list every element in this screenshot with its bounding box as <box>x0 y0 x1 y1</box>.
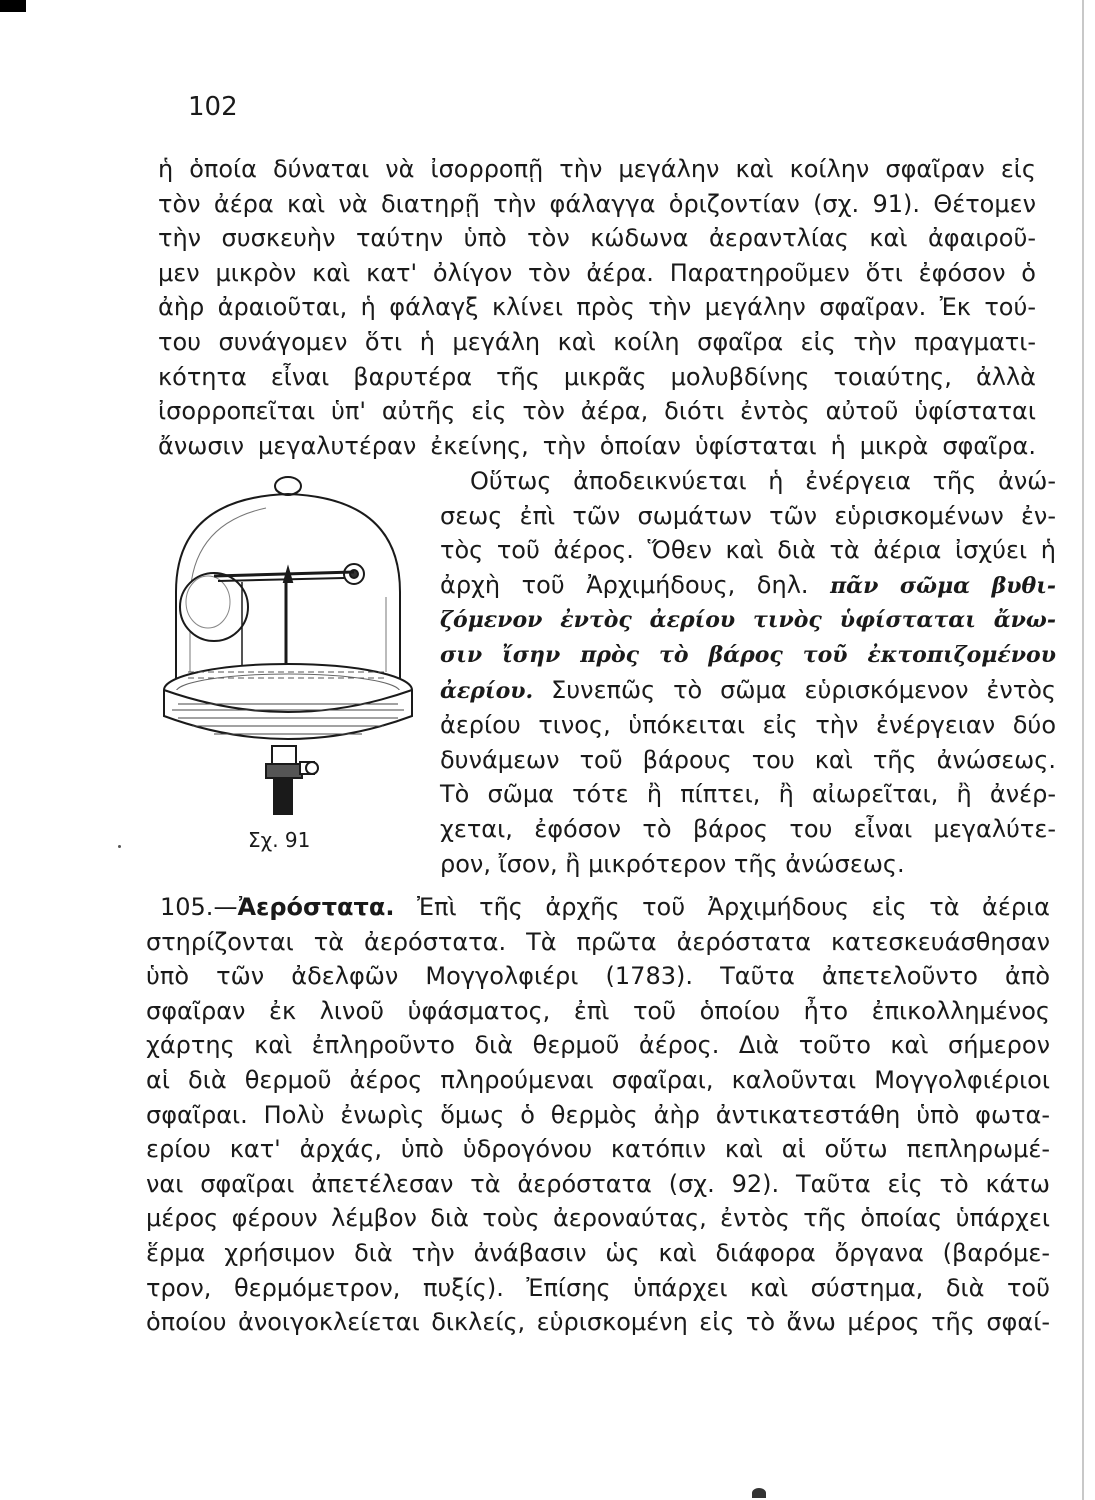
text-line: ἕρμα χρήσιμον διὰ τὴν ἀνάβασιν ὡς καὶ διάφορα ὄργανα (βαρόμε- <box>146 1238 1050 1267</box>
section-heading-line <box>146 890 1050 925</box>
paragraph-2 <box>440 464 1056 881</box>
text-line: Οὕτως ἀποδεικνύεται ἡ ἐνέργεια τῆς ἀνώ- <box>470 467 1056 495</box>
text-line: ὁποίου ἀνοιγοκλείεται δικλείς, εὑρισκομένη εἰς τὸ ἄνω μέρος τῆς σφαί- <box>146 1308 1050 1337</box>
text-line: χάρτης καὶ ἐπληροῦντο διὰ θερμοῦ ἀέρος. Διὰ τοῦτο καὶ σήμερον <box>146 1031 1050 1060</box>
text-line: αἱ διὰ θερμοῦ ἀέρος πληρούμεναι σφαῖραι, καλοῦνται Μογγολφιέριοι <box>146 1065 1050 1094</box>
text-line: σφαῖραι. Πολὺ ἐνωρὶς ὅμως ὁ θερμὸς ἀὴρ ἀντικατεστάθη ὑπὸ φωτα- <box>146 1100 1050 1129</box>
text-fragment: Συνεπῶς τὸ σῶμα εὑρισκόμενον ἐντὸς <box>551 675 1056 704</box>
text-line: σφαῖραν ἐκ λινοῦ ὑφάσματος, ἐπὶ τοῦ ὁποίου ἦτο ἐπικολλημένος <box>146 996 1050 1025</box>
text-line: Τὸ σῶμα τότε ἢ πίπτει, ἢ αἰωρεῖται, ἢ ἀνέρ- <box>440 780 1056 809</box>
text-line: ἰσορροπεῖται ὑπ' αὐτῆς εἰς τὸν ἀέρα, διότι ἐντὸς αὐτοῦ ὑφίσταται <box>158 397 1036 426</box>
text-line: ἀερίου τινος, ὑπόκειται εἰς τὴν ἐνέργειαν δύο <box>440 711 1056 740</box>
page-edge-line <box>1082 0 1084 1500</box>
scan-bottom-mark <box>752 1488 766 1498</box>
text-line: τὴν συσκευὴν ταύτην ὑπὸ τὸν κώδωνα ἀεραντλίας καὶ ἀφαιροῦ- <box>158 224 1036 253</box>
section-105 <box>146 890 1050 1340</box>
text-line: του συνάγομεν ὅτι ἡ μεγάλη καὶ κοίλη σφαῖρα εἰς τὴν πραγματι- <box>158 327 1036 356</box>
text-line: ὑπὸ τῶν ἀδελφῶν Μογγολφιέρι (1783). Ταῦτα ἀπετελοῦντο ἀπὸ <box>146 962 1050 991</box>
emphasized-principle: ἀερίου. <box>440 677 534 704</box>
text-line: στηρίζονται τὰ ἀερόστατα. Τὰ πρῶτα ἀερόστατα κατεσκευάσθησαν <box>146 927 1050 956</box>
text-line: ναι σφαῖραι ἀπετέλεσαν τὰ ἀερόστατα (σχ. 92). Ταῦτα εἰς τὸ κάτω <box>146 1169 1050 1198</box>
text-line: ἡ ὁποία δύναται νὰ ἰσορροπῇ τὴν μεγάλην καὶ κοίλην σφαῖραν εἰς <box>158 155 1036 183</box>
emphasized-principle: σιν ἴσην πρὸς τὸ βάρος τοῦ ἐκτοπιζομένου <box>440 641 1056 668</box>
text-line: ἄνωσιν μεγαλυτέραν ἐκείνης, τὴν ὁποίαν ὑφίσταται ἡ μικρὰ σφαῖρα. <box>158 431 1036 460</box>
figure-caption: Σχ. 91 <box>248 828 311 852</box>
bell-jar-balance-illustration <box>148 472 430 822</box>
text-line: μεν μικρὸν καὶ κατ' ὀλίγον τὸν ἀέρα. Παρατηροῦμεν ὅτι ἐφόσον ὁ <box>158 258 1036 287</box>
text-line: τρον, θερμόμετρον, πυξίς). Ἐπίσης ὑπάρχει καὶ σύστημα, διὰ τοῦ <box>146 1273 1050 1302</box>
text-line: ερίου κατ' ἀρχάς, ὑπὸ ὑδρογόνου κατόπιν καὶ αἱ οὕτω πεπληρωμέ- <box>146 1135 1050 1164</box>
text-line: τὸς τοῦ ἀέρος. Ὅθεν καὶ διὰ τὰ ἀέρια ἰσχύει ἡ <box>440 536 1056 565</box>
section-number: 105.— <box>160 893 238 921</box>
page-number: 102 <box>188 92 238 122</box>
text-line <box>440 568 1056 604</box>
text-line: χεται, ἐφόσον τὸ βάρος του εἶναι μεγαλύτε- <box>440 814 1056 843</box>
text-line: ἀὴρ ἀραιοῦται, ἡ φάλαγξ κλίνει πρὸς τὴν μεγάλην σφαῖραν. Ἐκ τού- <box>158 293 1036 322</box>
text-fragment: ἀρχὴ τοῦ Ἀρχιμήδους, δηλ. <box>440 570 809 599</box>
text-line: μέρος φέρουν λέμβον διὰ τοὺς ἀεροναύτας, ἐντὸς τῆς ὁποίας ὑπάρχει <box>146 1204 1050 1233</box>
text-line: δυνάμεων τοῦ βάρους του καὶ τῆς ἀνώσεως. <box>440 745 1056 774</box>
stray-dot <box>118 845 121 848</box>
text-line: ρον, ἴσον, ἢ μικρότερον τῆς ἀνώσεως. <box>440 849 905 878</box>
paragraph-1 <box>158 152 1036 463</box>
text-line: σεως ἐπὶ τῶν σωμάτων τῶν εὑρισκομένων ἐν- <box>440 501 1056 530</box>
emphasized-principle: ζόμενον ἐντὸς ἀερίου τινὸς ὑφίσταται ἄνω- <box>440 607 1056 634</box>
text-fragment: Ἐπὶ τῆς ἀρχῆς τοῦ Ἀρχιμήδους εἰς τὰ ἀέρια <box>416 893 1050 921</box>
text-line: κότητα εἶναι βαρυτέρα τῆς μικρᾶς μολυβδίνης τοιαύτης, ἀλλὰ <box>158 362 1036 391</box>
scan-corner-mark <box>0 0 26 12</box>
text-line: τὸν ἀέρα καὶ νὰ διατηρῇ τὴν φάλαγγα ὁριζοντίαν (σχ. 91). Θέτομεν <box>158 189 1036 218</box>
section-title: Ἀερόστατα. <box>237 893 395 921</box>
emphasized-principle: πᾶν σῶμα βυθι- <box>830 572 1056 599</box>
text-line <box>440 673 1056 709</box>
